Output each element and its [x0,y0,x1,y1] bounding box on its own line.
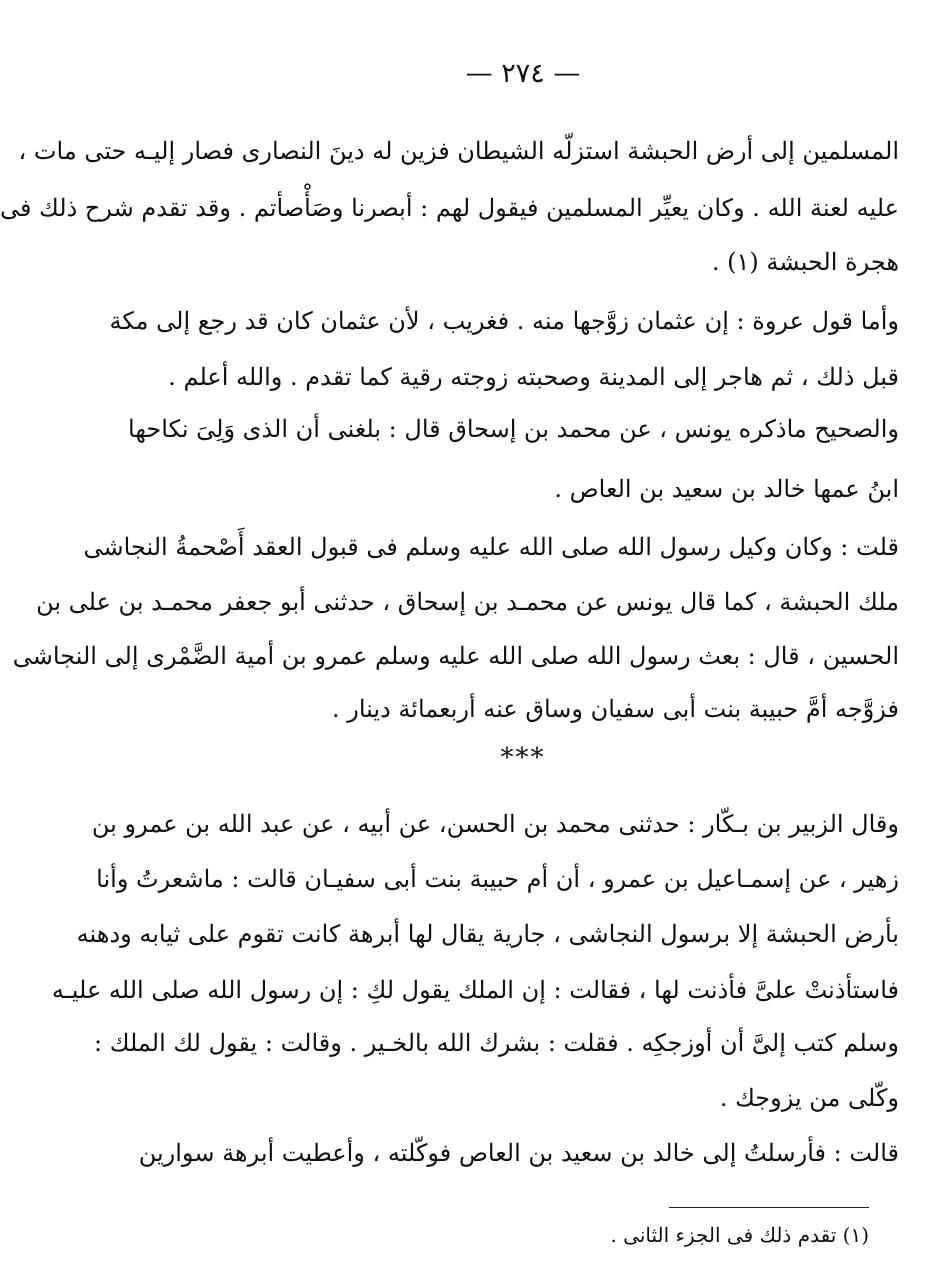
text-line: وسلم كتب إلىَّ أن أوزجكِه . فقلت : بشرك الله بالخـير . وقالت : يقول لك الملك : [94,1029,899,1057]
text-line: المسلمين إلى أرض الحبشة استزلّه الشيطان فزين له دينَ النصارى فصار إليـه حتى مات ، [18,137,899,165]
footnote-divider [669,1207,869,1208]
text-line: زهير ، عن إسمـاعيل بن عمرو ، أن أم حبيبة بنت أبى سفيـان قالت : ماشعرتُ وأنا [96,865,899,893]
text-line: قبل ذلك ، ثم هاجر إلى المدينة وصحبته زوجته رقية كما تقدم . والله أعلم . [168,363,899,391]
page-number: — ٢٧٤ — [465,58,581,89]
text-line: هجرة الحبشة (١) . [711,248,899,276]
text-line: فزوَّجه أمَّ حبيبة بنت أبى سفيان وساق عنه أربعمائة دينار . [332,695,899,723]
text-line: ملك الحبشة ، كما قال يونس عن محمـد بن إسحاق ، حدثنى أبو جعفر محمـد بن على بن [36,588,899,616]
text-line: ابنُ عمها خالد بن سعيد بن العاص . [554,475,899,503]
text-line: وأما قول عروة : إن عثمان زوَّجها منه . فغريب ، لأن عثمان كان قد رجع إلى مكة [109,307,899,335]
text-line: قلت : وكان وكيل رسول الله صلى الله عليه وسلم فى قبول العقد أَصْحمةُ النجاشى [83,533,899,561]
text-line: وقال الزبير بن بـكّار : حدثنى محمد بن الحسن، عن أبيه ، عن عبد الله بن عمرو بن [91,810,899,838]
footnote: (١) تقدم ذلك فى الجزء الثانى . [610,1223,869,1247]
text-line: عليه لعنة الله . وكان يعيِّر المسلمين فيقول لهم : أبصرنا وصَأْصأتم . وقد تقدم شرح ذلك فى [0,194,899,222]
text-line: الحسين ، قال : بعث رسول الله صلى الله عليه وسلم عمرو بن أمية الضَّمْرى إلى النجاشى [12,642,899,670]
text-line: فاستأذنتْ علىَّ فأذنت لها ، فقالت : إن الملك يقول لكِ : إن رسول الله صلى الله عليـه [51,976,899,1004]
section-separator: *** [500,743,546,773]
text-line: بأرض الحبشة إلا برسول النجاشى ، جارية يقال لها أبرهة كانت تقوم على ثيابه ودهنه [76,920,899,948]
text-line: وكّلى من يزوجك . [719,1084,899,1112]
text-line: قالت : فأرسلتُ إلى خالد بن سعيد بن العاص فوكّلته ، وأعطيت أبرهة سوارين [138,1139,899,1167]
text-line: والصحيح ماذكره يونس ، عن محمد بن إسحاق قال : بلغنى أن الذى وَلِىَ نكاحها [128,415,899,443]
